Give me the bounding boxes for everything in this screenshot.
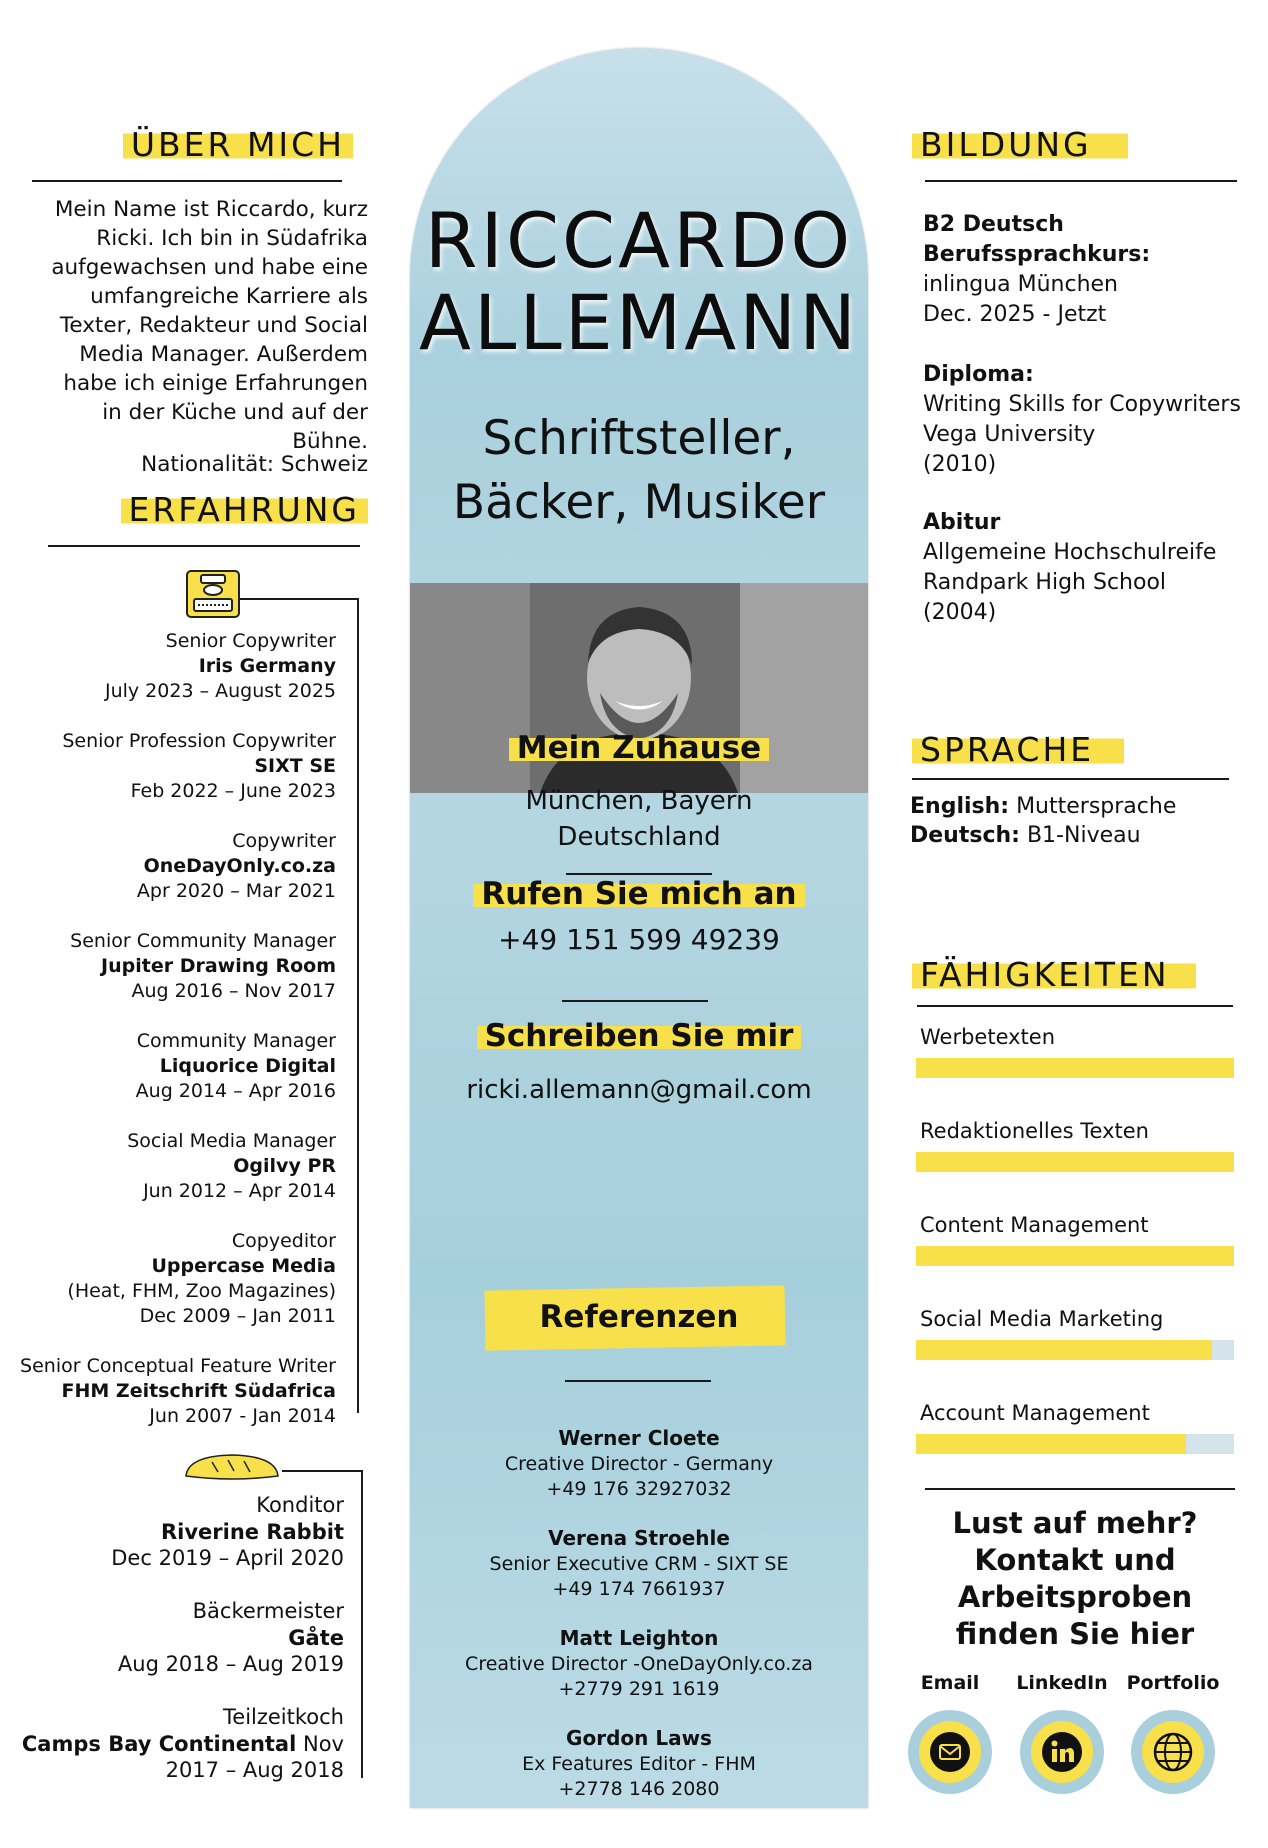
job-entry: Senior Copywriter Iris Germany July 2023 – August 2025: [104, 630, 336, 702]
education-item: Abitur Allgemeine Hochschulreife Randpark High School (2004): [923, 510, 1217, 625]
skill-bar-fill: [916, 1340, 1212, 1360]
typewriter-icon: [186, 570, 240, 618]
timeline-connector: [240, 598, 358, 600]
divider: [566, 873, 712, 875]
timeline-line: [361, 1470, 363, 1778]
education-title: BILDUNG: [912, 125, 1128, 164]
languages-divider: [912, 778, 1229, 780]
skill-label: Content Management: [920, 1213, 1149, 1237]
reference-item: Matt Leighton Creative Director -OneDayOnly.co.za +2779 291 1619: [465, 1626, 813, 1700]
envelope-icon: [923, 1725, 977, 1779]
reference-item: Verena Stroehle Senior Executive CRM - SIXT SE +49 174 7661937: [489, 1526, 789, 1600]
email-link-button[interactable]: [908, 1710, 992, 1794]
contact-heading: Lust auf mehr? Kontakt und Arbeitsproben finden Sie hier: [952, 1506, 1198, 1651]
skill-bar-fill: [916, 1058, 1234, 1078]
job-entry: Copyeditor Uppercase Media (Heat, FHM, Zoo Magazines) Dec 2009 – Jan 2011: [67, 1230, 336, 1327]
references-title: Referenzen: [539, 1299, 739, 1335]
job-entry: Bäckermeister Gåte Aug 2018 – Aug 2019: [117, 1599, 344, 1676]
skill-label: Redaktionelles Texten: [920, 1119, 1149, 1143]
skills-divider: [917, 1005, 1233, 1007]
nationality: Nationalität: Schweiz: [141, 452, 368, 477]
portfolio-link-button[interactable]: [1131, 1710, 1215, 1794]
about-title: ÜBER MICH: [123, 125, 353, 164]
reference-item: Werner Cloete Creative Director - Germany +49 176 32927032: [504, 1426, 774, 1500]
about-divider: [32, 180, 342, 182]
last-name: ALLEMANN: [419, 278, 859, 367]
bread-icon: [182, 1452, 282, 1482]
home-address: München, Bayern Deutschland: [525, 786, 753, 852]
timeline-line: [357, 598, 359, 1413]
language-list: English: Muttersprache Deutsch: B1-Niveau: [910, 794, 1177, 848]
globe-icon: [1146, 1725, 1200, 1779]
skill-label: Werbetexten: [920, 1025, 1056, 1049]
skill-bar: [916, 1434, 1234, 1454]
job-entry: Senior Conceptual Feature Writer FHM Zeitschrift Südafrica Jun 2007 - Jan 2014: [20, 1355, 336, 1427]
phone-number[interactable]: +49 151 599 49239: [498, 923, 780, 956]
skills-title: FÄHIGKEITEN: [912, 955, 1196, 994]
job-entry: Senior Profession Copywriter SIXT SE Feb 2022 – June 2023: [62, 730, 336, 802]
skill-bar-fill: [916, 1152, 1234, 1172]
skill-bar: [916, 1340, 1234, 1360]
email-link-label: Email: [920, 1672, 980, 1694]
job-entry: Copywriter OneDayOnly.co.za Apr 2020 – Mar 2021: [136, 830, 336, 902]
first-name: RICCARDO: [424, 196, 854, 285]
job-entry: Konditor Riverine Rabbit Dec 2019 – April 2020: [111, 1493, 344, 1570]
job-entry: Teilzeitkoch Camps Bay Continental Nov 2017 – Aug 2018: [21, 1705, 344, 1782]
skill-bar-fill: [916, 1246, 1234, 1266]
job-entry: Senior Community Manager Jupiter Drawing Room Aug 2016 – Nov 2017: [70, 930, 336, 1002]
linkedin-link-button[interactable]: [1020, 1710, 1104, 1794]
education-item: Diploma: Writing Skills for Copywriters Vega University (2010): [923, 362, 1241, 477]
skill-bar: [916, 1058, 1234, 1078]
divider: [565, 1380, 711, 1382]
education-item: B2 Deutsch Berufssprachkurs: inlingua München Dec. 2025 - Jetzt: [923, 212, 1151, 327]
call-title: Rufen Sie mich an: [473, 876, 804, 912]
email-address[interactable]: ricki.allemann@gmail.com: [466, 1075, 812, 1105]
skill-bar: [916, 1246, 1234, 1266]
profile-panel: [410, 48, 868, 1808]
skill-label: Account Management: [920, 1401, 1150, 1425]
portfolio-link-label: Portfolio: [1126, 1672, 1220, 1694]
divider: [562, 1000, 708, 1002]
role-line-1: Schriftsteller,: [482, 411, 796, 466]
experience-title: ERFAHRUNG: [121, 490, 368, 529]
linkedin-link-label: LinkedIn: [1016, 1672, 1108, 1694]
skill-label: Social Media Marketing: [920, 1307, 1164, 1331]
skill-bar-fill: [916, 1434, 1186, 1454]
job-entry: Social Media Manager Ogilvy PR Jun 2012 – Apr 2014: [127, 1130, 336, 1202]
reference-item: Gordon Laws Ex Features Editor - FHM +2778 146 2080: [522, 1726, 756, 1800]
contact-divider: [925, 1488, 1235, 1490]
home-title: Mein Zuhause: [509, 730, 769, 766]
linkedin-icon: [1035, 1725, 1089, 1779]
education-divider: [925, 180, 1237, 182]
timeline-connector: [282, 1470, 362, 1472]
experience-divider: [48, 545, 360, 547]
skill-bar: [916, 1152, 1234, 1172]
about-text: Mein Name ist Riccardo, kurz Ricki. Ich bin in Südafrika aufgewachsen und habe eine umfangreiche Karriere als Texter, Redakteur und Social Media Manager. Außerdem habe ich einige Erfahrungen in der Küche und auf der Bühne.: [51, 197, 368, 454]
write-title: Schreiben Sie mir: [477, 1018, 802, 1054]
role-line-2: Bäcker, Musiker: [452, 475, 826, 530]
job-entry: Community Manager Liquorice Digital Aug 2014 – Apr 2016: [135, 1030, 336, 1102]
languages-title: SPRACHE: [912, 730, 1124, 769]
